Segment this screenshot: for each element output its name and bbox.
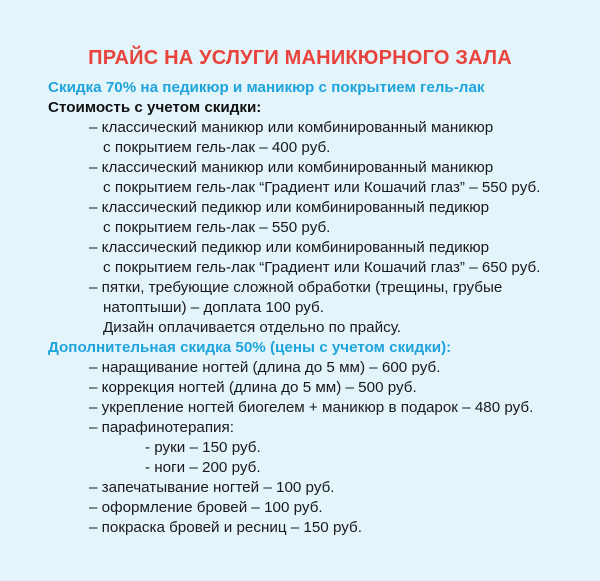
list-item: – запечатывание ногтей – 100 руб. xyxy=(89,479,335,496)
list-item: - руки – 150 руб. xyxy=(145,439,261,456)
design-note: Дизайн оплачивается отдельно по прайсу. xyxy=(103,319,401,336)
list-item: - ноги – 200 руб. xyxy=(145,459,261,476)
list-item: с покрытием гель-лак “Градиент или Кошачий глаз” – 550 руб. xyxy=(103,179,541,196)
list-item: – парафинотерапия: xyxy=(89,419,234,436)
cost-heading: Стоимость с учетом скидки: xyxy=(48,99,262,116)
list-item: – пятки, требующие сложной обработки (трещины, грубые xyxy=(89,279,503,296)
list-item: с покрытием гель-лак – 400 руб. xyxy=(103,139,331,156)
list-item: – оформление бровей – 100 руб. xyxy=(89,499,323,516)
list-item: – укрепление ногтей биогелем + маникюр в подарок – 480 руб. xyxy=(89,399,534,416)
list-item: – классический педикюр или комбинированный педикюр xyxy=(89,199,490,216)
list-item: – покраска бровей и ресниц – 150 руб. xyxy=(89,519,362,536)
list-item: – классический маникюр или комбинированный маникюр xyxy=(89,159,494,176)
list-item: – коррекция ногтей (длина до 5 мм) – 500 руб. xyxy=(89,379,417,396)
list-item: с покрытием гель-лак – 550 руб. xyxy=(103,219,331,236)
list-item: – классический маникюр или комбинированный маникюр xyxy=(89,119,494,136)
page-title: ПРАЙС НА УСЛУГИ МАНИКЮРНОГО ЗАЛА xyxy=(88,47,512,69)
list-item: с покрытием гель-лак “Градиент или Кошачий глаз” – 650 руб. xyxy=(103,259,541,276)
discount-heading: Скидка 70% на педикюр и маникюр с покрытием гель-лак xyxy=(48,79,485,96)
list-item: – наращивание ногтей (длина до 5 мм) – 600 руб. xyxy=(89,359,441,376)
list-item: натоптыши) – доплата 100 руб. xyxy=(103,299,324,316)
list-item: – классический педикюр или комбинированный педикюр xyxy=(89,239,490,256)
extra-discount-heading: Дополнительная скидка 50% (цены с учетом скидки): xyxy=(48,339,452,356)
